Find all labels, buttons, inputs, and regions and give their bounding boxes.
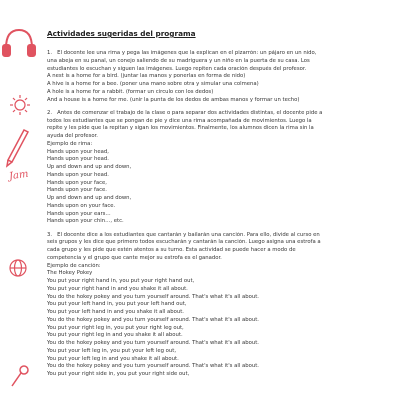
text-line: You put your left hand in and you shake it all about. <box>47 309 184 315</box>
pencil-icon <box>7 130 28 166</box>
text-line: 3. El docente dice a los estudiantes que cantarán y bailarán una canción. Para ello, divide al curso en <box>47 231 320 238</box>
text-line: The Hokey Pokey <box>47 270 93 277</box>
text-line: 2. Antes de comenzar el trabajo de la clase o para separar dos actividades distintas, el docente pide a <box>47 109 323 116</box>
text-line: seis grupos y les dice que primero todos escucharán y cantarán la canción. Luego asigna una estrofa a <box>47 239 321 246</box>
text-line: You put your right leg in, you put your right leg out, <box>47 324 184 331</box>
text-line: Up and down and up and down, <box>47 164 132 170</box>
text-line: You do the hokey pokey and you turn yourself around. That's what it's all about. <box>47 340 259 346</box>
text-line: Hands upon on your face. <box>47 202 116 209</box>
text-line: You put your left hand in, you put your left hand out, <box>47 301 187 308</box>
text-line: Hands upon your ears… <box>47 210 111 217</box>
text-line: A nest is a home for a bird. (juntar las manos y ponerlas en forma de nido) <box>47 73 246 80</box>
text-line: Hands upon your head. <box>47 156 109 163</box>
text-line: Ejemplo de rima: <box>47 140 93 147</box>
text-line: You put your right leg in and you shake it all about. <box>47 332 183 339</box>
text-line: una abeja en su panal, un conejo saliendo de su madriguera y un niño en la puerta de su casa. Los <box>47 57 310 64</box>
activity-section <box>47 232 392 379</box>
document-body <box>47 29 392 379</box>
decorative-sidebar <box>0 0 38 400</box>
text-line: Hands upon your head, <box>47 148 109 155</box>
activity-section <box>47 110 392 226</box>
text-line: You do the hokey pokey and you turn yourself around. That's what it's all about. <box>47 293 259 300</box>
text-line: You do the hokey pokey and you turn yourself around. That's what it's all about. <box>47 363 259 370</box>
text-line: 1. El docente lee una rima y pega las imágenes que la explican en el pizarrón: un pájaro en un nido, <box>47 50 317 56</box>
microphone-icon <box>12 366 28 386</box>
jam-text: Jam <box>8 168 30 183</box>
text-line: A hive is a home for a bee. (poner una mano sobre otra y simular una colmena) <box>47 81 259 87</box>
globe-icon <box>10 260 26 276</box>
text-line: You put your left leg in, you put your left leg out, <box>47 347 177 354</box>
text-line: competencia y el grupo que cante mejor su estrofa es el ganador. <box>47 254 222 261</box>
text-line: Hands upon your chin…, etc. <box>47 218 124 225</box>
text-line: A hole is a home for a rabbit. (formar un círculo con los dedos) <box>47 88 214 95</box>
activity-sections <box>47 50 392 379</box>
text-line: You put your right hand in, you put your right hand out, <box>47 278 195 284</box>
text-line: cada grupo y les pide que estén atentos a su turno. Esta actividad se puede hacer a modo de <box>47 247 296 253</box>
activity-section <box>47 50 392 104</box>
text-line: Hands upon your head. <box>47 171 109 178</box>
sun-icon <box>10 95 30 115</box>
text-line: estudiantes lo escuchan y siguen las imágenes. Luego repiten cada oración después del profesor. <box>47 65 307 72</box>
text-line: Hands upon your face. <box>47 187 107 194</box>
text-line: repite y les pide que la repitan y sigan los movimientos. Finalmente, los alumnos dicen la rima sin la <box>47 125 314 132</box>
text-line: You put your right hand in and you shake it all about. <box>47 285 188 292</box>
text-line: You do the hokey pokey and you turn yourself around. That's what it's all about. <box>47 316 259 323</box>
page-title: Actividades sugeridas del programa <box>47 29 196 38</box>
text-line: You put your left leg in and you shake it all about. <box>47 355 179 362</box>
text-line: ayuda del profesor. <box>47 133 98 139</box>
text-line: Up and down and up and down, <box>47 195 132 201</box>
text-line: You put your right side in, you put your right side out, <box>47 371 190 377</box>
text-line: todos los estudiantes que se pongan de pie y dice una rima acompañada de movimientos. Luego la <box>47 117 312 124</box>
headphones-icon <box>3 30 35 56</box>
text-line: Hands upon your face, <box>47 179 107 186</box>
text-line: Ejemplo de canción: <box>47 262 101 269</box>
text-line: And a house is a home for me. (unir la punta de los dedos de ambas manos y formar un techo) <box>47 96 300 103</box>
